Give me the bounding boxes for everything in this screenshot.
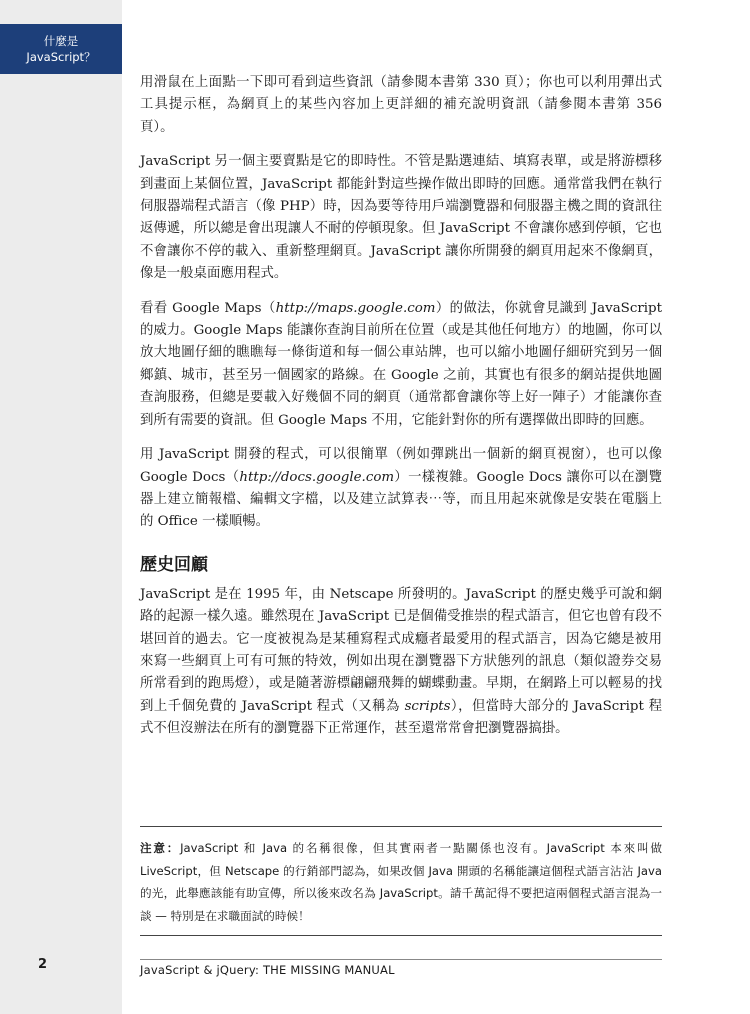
main-content [140,72,662,753]
note-label: 注意： [140,841,181,855]
paragraph-4-text-b: ）一樣複雜。Google Docs 讓你可以在瀏覽器上建立簡報檔、編輯文字檔，以及建立試算表⋯等，而且用起來就像是安裝在電腦上的 Office 一樣順暢。 [140,469,662,530]
scripts-term: scripts [404,698,451,714]
paragraph-3 [140,298,662,432]
google-maps-url: http://maps.google.com [275,300,436,316]
paragraph-2: JavaScript 另一個主要賣點是它的即時性。不管是點選連結、填寫表單，或是將游標移到畫面上某個位置，JavaScript 都能針對這些操作做出即時的回應。通常當我們在執行伺服器端程式語言（像 PHP）時，因為要等待用戶端瀏覽器和伺服器主機之間的資訊往返傳遞，所以總是會出現讓人不耐的停頓現象。但 JavaScript 不會讓你感到停頓，它也不會讓你不停的載入、重新整理網頁。JavaScript 讓你所開發的網頁用起來不像網頁，像是一般桌面應用程式。 [140,154,662,282]
paragraph-5 [140,584,662,741]
paragraph-3-text-b: ）的做法，你就會見識到 JavaScript 的威力。Google Maps 能讓你查詢目前所在位置（或是其他任何地方）的地圖，你可以放大地圖仔細的瞧瞧每一條街道和每一個公車站牌，也可以縮小地圖仔細研究到另一個鄉鎮、城市，甚至另一個國家的路線。在 Google 之前，其實也有很多的網站提供地圖查詢服務，但總是要載入好幾個不同的網頁（通常都會讓你等上好一陣子）才能讓你查到所有需要的資訊。但 Google Maps 不用，它能針對你的所有選擇做出即時的回應。 [140,300,662,428]
footer-book-title: JavaScript & jQuery: THE MISSING MANUAL [140,963,395,977]
note-box [140,826,662,936]
paragraph-4 [140,444,662,534]
paragraph-1: 用滑鼠在上面點一下即可看到這些資訊（請參閱本書第 330 頁）；你也可以利用彈出式工具提示框，為網頁上的某些內容加上更詳細的補充說明資訊（請參閱本書第 356 頁）。 [140,75,662,135]
google-docs-url: http://docs.google.com [239,469,395,485]
paragraph-5-text-a: JavaScript 是在 1995 年，由 Netscape 所發明的。JavaScript 的歷史幾乎可說和網路的起源一樣久遠。雖然現在 JavaScript 已是個備受推崇的程式語言，但它也曾有段不堪回首的過去。它一度被視為是某種寫程式成癮者最愛用的程式語言，因為它總是被用來寫一些網頁上可有可無的特效，例如出現在瀏覽器下方狀態列的訊息（類似證券交易所常看到的跑馬燈），或是隨著游標翩翩飛舞的蝴蝶動畫。早期，在網路上可以輕易的找到上千個免費的 JavaScript 程式（又稱為 [140,586,662,714]
left-margin [0,0,122,1014]
page-number: 2 [38,957,48,972]
footer-divider [140,959,662,960]
paragraph-4-text-a: 用 JavaScript 開發的程式，可以很簡單（例如彈跳出一個新的網頁視窗），也可以像 Google Docs（ [140,447,662,485]
note-text: JavaScript 和 Java 的名稱很像，但其實兩者一點關係也沒有。JavaScript 本來叫做 LiveScript，但 Netscape 的行銷部門認為，如果改個 Java 開頭的名稱能讓這個程式語言沾沾 Java 的光，此舉應該能有助宣傳，所以後來改名為 JavaScript。請千萬記得不要把這兩個程式語言混為一談 — 特別是在求職面試的時候！ [140,841,662,923]
chapter-tab [0,24,122,74]
paragraph-5-text-b: ），但當時大部分的 JavaScript 程式不但沒辦法在所有的瀏覽器下正常運作，甚至還常常會把瀏覽器搞掛。 [140,698,662,737]
paragraph-3-text-a: 看看 Google Maps（ [140,300,276,316]
chapter-tab-line2: JavaScript？ [26,50,96,64]
chapter-tab-line1: 什麼是 [43,34,79,48]
section-heading: 歷史回顧 [140,554,208,575]
